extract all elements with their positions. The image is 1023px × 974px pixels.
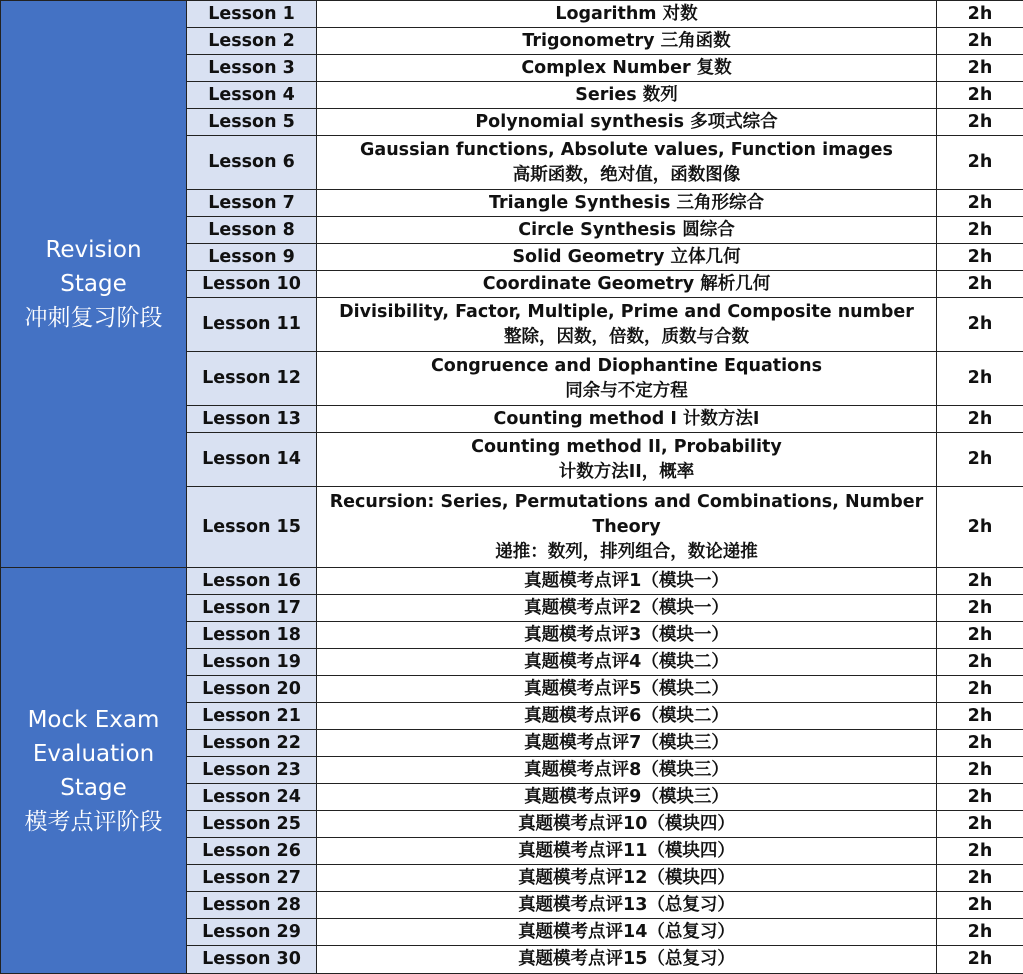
lesson-hours-cell: 2h — [937, 568, 1023, 595]
lesson-number-cell: Lesson 21 — [187, 703, 317, 730]
lesson-topic-cell — [317, 433, 937, 487]
topic-line: 整除，因数，倍数，质数与合数 — [317, 325, 936, 350]
lesson-number-cell: Lesson 27 — [187, 865, 317, 892]
lesson-hours-cell: 2h — [937, 811, 1023, 838]
topic-line: 真题模考点评12（模块四） — [317, 866, 936, 891]
lesson-hours-cell: 2h — [937, 919, 1023, 946]
topic-line: 真题模考点评4（模块二） — [317, 650, 936, 675]
lesson-number-cell: Lesson 9 — [187, 244, 317, 271]
topic-line: Polynomial synthesis 多项式综合 — [317, 110, 936, 135]
lesson-hours-cell: 2h — [937, 271, 1023, 298]
topic-line: Triangle Synthesis 三角形综合 — [317, 191, 936, 216]
lesson-hours-cell: 2h — [937, 649, 1023, 676]
lesson-topic-cell — [317, 676, 937, 703]
lesson-hours-cell: 2h — [937, 244, 1023, 271]
lesson-topic-cell — [317, 136, 937, 190]
lesson-topic-cell — [317, 298, 937, 352]
topic-line: 真题模考点评9（模块三） — [317, 785, 936, 810]
lesson-topic-cell — [317, 892, 937, 919]
lesson-number-cell: Lesson 12 — [187, 352, 317, 406]
lesson-number-cell: Lesson 7 — [187, 190, 317, 217]
lesson-number-cell: Lesson 14 — [187, 433, 317, 487]
topic-line: Trigonometry 三角函数 — [317, 29, 936, 54]
lesson-hours-cell: 2h — [937, 190, 1023, 217]
stage-cell — [1, 1, 187, 568]
lesson-hours-cell: 2h — [937, 757, 1023, 784]
lesson-number-cell: Lesson 8 — [187, 217, 317, 244]
topic-line: 高斯函数，绝对值，函数图像 — [317, 163, 936, 188]
topic-line: 真题模考点评13（总复习） — [317, 893, 936, 918]
lesson-topic-cell — [317, 487, 937, 568]
lesson-hours-cell: 2h — [937, 217, 1023, 244]
lesson-number-cell: Lesson 23 — [187, 757, 317, 784]
lesson-number-cell: Lesson 22 — [187, 730, 317, 757]
lesson-number-cell: Lesson 3 — [187, 55, 317, 82]
table-row — [1, 568, 1023, 595]
lesson-topic-cell — [317, 838, 937, 865]
topic-line: Coordinate Geometry 解析几何 — [317, 272, 936, 297]
lesson-topic-cell — [317, 919, 937, 946]
lesson-topic-cell — [317, 190, 937, 217]
lesson-hours-cell: 2h — [937, 55, 1023, 82]
topic-line: Recursion: Series, Permutations and Combinations, Number — [317, 490, 936, 515]
topic-line: 真题模考点评1（模块一） — [317, 569, 936, 594]
stage-name-line: 模考点评阶段 — [1, 805, 186, 839]
lesson-hours-cell: 2h — [937, 595, 1023, 622]
lesson-topic-cell — [317, 1, 937, 28]
stage-cell — [1, 568, 187, 974]
lesson-hours-cell: 2h — [937, 892, 1023, 919]
topic-line: 真题模考点评10（模块四） — [317, 812, 936, 837]
lesson-topic-cell — [317, 568, 937, 595]
lesson-topic-cell — [317, 730, 937, 757]
table-row — [1, 1, 1023, 28]
lesson-number-cell: Lesson 11 — [187, 298, 317, 352]
topic-line: Divisibility, Factor, Multiple, Prime and Composite number — [317, 300, 936, 325]
topic-line: 真题模考点评15（总复习） — [317, 947, 936, 972]
topic-line: 真题模考点评6（模块二） — [317, 704, 936, 729]
lesson-hours-cell: 2h — [937, 946, 1023, 974]
lesson-hours-cell: 2h — [937, 676, 1023, 703]
lesson-hours-cell: 2h — [937, 487, 1023, 568]
lesson-hours-cell: 2h — [937, 298, 1023, 352]
lesson-hours-cell: 2h — [937, 136, 1023, 190]
lesson-number-cell: Lesson 18 — [187, 622, 317, 649]
lesson-topic-cell — [317, 703, 937, 730]
topic-line: Counting method II, Probability — [317, 435, 936, 460]
topic-line: Series 数列 — [317, 83, 936, 108]
lesson-hours-cell: 2h — [937, 1, 1023, 28]
stage-name-line: Stage — [1, 771, 186, 805]
lesson-number-cell: Lesson 26 — [187, 838, 317, 865]
lesson-number-cell: Lesson 15 — [187, 487, 317, 568]
topic-line: 真题模考点评14（总复习） — [317, 920, 936, 945]
lesson-topic-cell — [317, 784, 937, 811]
lesson-topic-cell — [317, 244, 937, 271]
lesson-hours-cell: 2h — [937, 28, 1023, 55]
lesson-hours-cell: 2h — [937, 784, 1023, 811]
lesson-topic-cell — [317, 649, 937, 676]
lesson-hours-cell: 2h — [937, 865, 1023, 892]
topic-line: Gaussian functions, Absolute values, Function images — [317, 138, 936, 163]
lesson-topic-cell — [317, 811, 937, 838]
lesson-hours-cell: 2h — [937, 433, 1023, 487]
stage-name-line: Evaluation — [1, 737, 186, 771]
topic-line: 真题模考点评8（模块三） — [317, 758, 936, 783]
lesson-topic-cell — [317, 757, 937, 784]
lesson-topic-cell — [317, 271, 937, 298]
topic-line: Congruence and Diophantine Equations — [317, 354, 936, 379]
topic-line: 真题模考点评5（模块二） — [317, 677, 936, 702]
lesson-number-cell: Lesson 25 — [187, 811, 317, 838]
lesson-topic-cell — [317, 406, 937, 433]
lesson-number-cell: Lesson 6 — [187, 136, 317, 190]
topic-line: Complex Number 复数 — [317, 56, 936, 81]
lesson-number-cell: Lesson 19 — [187, 649, 317, 676]
topic-line: Circle Synthesis 圆综合 — [317, 218, 936, 243]
schedule-body — [1, 1, 1023, 974]
lesson-topic-cell — [317, 82, 937, 109]
lesson-number-cell: Lesson 24 — [187, 784, 317, 811]
topic-line: Theory — [317, 515, 936, 540]
lesson-hours-cell: 2h — [937, 838, 1023, 865]
lesson-hours-cell: 2h — [937, 109, 1023, 136]
lesson-hours-cell: 2h — [937, 352, 1023, 406]
lesson-number-cell: Lesson 10 — [187, 271, 317, 298]
lesson-topic-cell — [317, 217, 937, 244]
lesson-topic-cell — [317, 595, 937, 622]
lesson-topic-cell — [317, 28, 937, 55]
topic-line: 计数方法II，概率 — [317, 460, 936, 485]
lesson-number-cell: Lesson 5 — [187, 109, 317, 136]
lesson-number-cell: Lesson 17 — [187, 595, 317, 622]
stage-name-line: Revision — [1, 233, 186, 267]
lesson-topic-cell — [317, 946, 937, 974]
topic-line: Counting method I 计数方法I — [317, 407, 936, 432]
lesson-hours-cell: 2h — [937, 703, 1023, 730]
lesson-topic-cell — [317, 865, 937, 892]
lesson-number-cell: Lesson 30 — [187, 946, 317, 974]
lesson-number-cell: Lesson 1 — [187, 1, 317, 28]
lesson-hours-cell: 2h — [937, 730, 1023, 757]
stage-name-line: Mock Exam — [1, 703, 186, 737]
topic-line: Solid Geometry 立体几何 — [317, 245, 936, 270]
lesson-number-cell: Lesson 4 — [187, 82, 317, 109]
stage-name-line: Stage — [1, 267, 186, 301]
lesson-hours-cell: 2h — [937, 82, 1023, 109]
lesson-topic-cell — [317, 622, 937, 649]
lesson-number-cell: Lesson 28 — [187, 892, 317, 919]
lesson-topic-cell — [317, 109, 937, 136]
lesson-hours-cell: 2h — [937, 622, 1023, 649]
topic-line: Logarithm 对数 — [317, 2, 936, 27]
lesson-number-cell: Lesson 2 — [187, 28, 317, 55]
topic-line: 同余与不定方程 — [317, 379, 936, 404]
lesson-topic-cell — [317, 55, 937, 82]
lesson-number-cell: Lesson 16 — [187, 568, 317, 595]
topic-line: 真题模考点评7（模块三） — [317, 731, 936, 756]
stage-name-line: 冲刺复习阶段 — [1, 301, 186, 335]
topic-line: 真题模考点评11（模块四） — [317, 839, 936, 864]
lesson-number-cell: Lesson 13 — [187, 406, 317, 433]
lesson-number-cell: Lesson 29 — [187, 919, 317, 946]
topic-line: 递推：数列，排列组合，数论递推 — [317, 540, 936, 565]
lesson-number-cell: Lesson 20 — [187, 676, 317, 703]
topic-line: 真题模考点评2（模块一） — [317, 596, 936, 621]
topic-line: 真题模考点评3（模块一） — [317, 623, 936, 648]
lesson-hours-cell: 2h — [937, 406, 1023, 433]
lesson-topic-cell — [317, 352, 937, 406]
